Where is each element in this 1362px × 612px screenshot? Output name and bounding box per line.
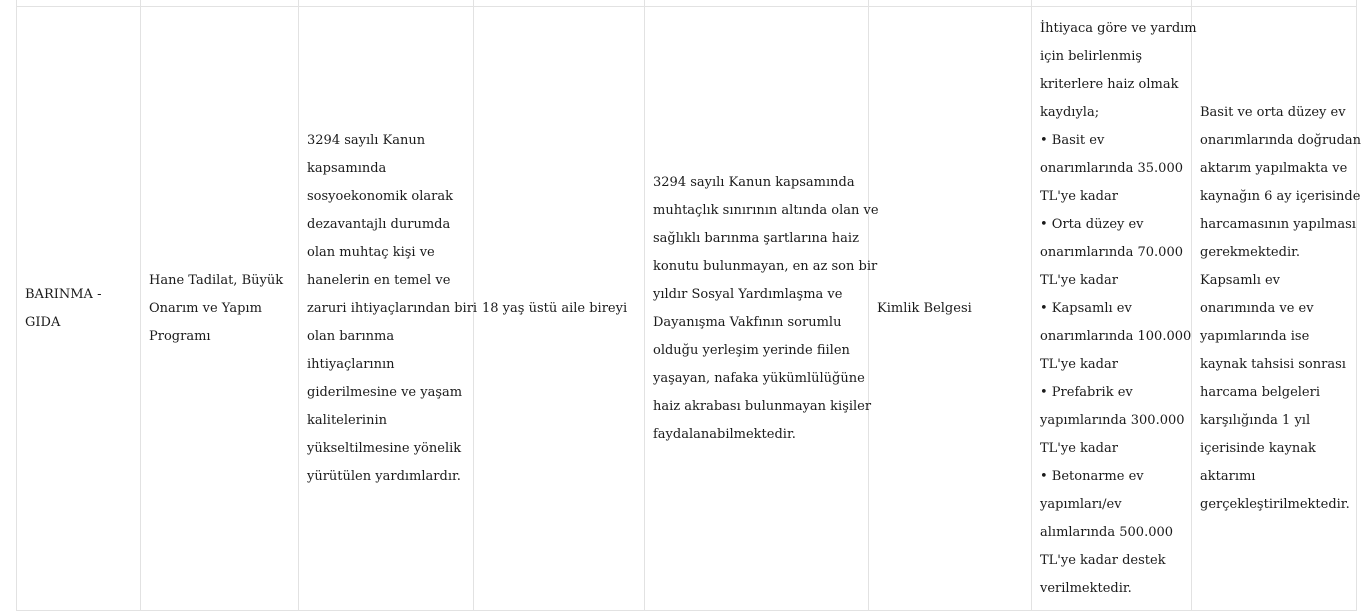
cell-text-line: alımlarında 500.000 <box>1040 524 1174 540</box>
category-cell <box>17 7 141 611</box>
cell-text-line: dezavantajlı durumda <box>307 216 451 232</box>
cell-text-line: kalitelerinin <box>307 412 387 428</box>
cell-text-line: • Kapsamlı ev <box>1040 300 1132 316</box>
cell-text-line: kriterlere haiz olmak <box>1040 76 1179 92</box>
cell-text-line: Dayanışma Vakfının sorumlu <box>653 314 842 330</box>
cell-text-line: TL'ye kadar <box>1040 188 1118 204</box>
cell-text-line: yapımlarında ise <box>1200 328 1310 344</box>
cell-text-line: harcama belgeleri <box>1200 384 1320 400</box>
conditions-cell <box>645 7 879 611</box>
cell-text-line: yaşayan, nafaka yükümlülüğüne <box>653 370 865 386</box>
cell-text-line: • Orta düzey ev <box>1040 216 1144 232</box>
cell-text-line: gerçekleştirilmektedir. <box>1200 496 1350 512</box>
cell-text-line: gerekmektedir. <box>1200 244 1301 260</box>
cell-text-line: sağlıklı barınma şartlarına haiz <box>653 230 859 246</box>
cell-text-line: TL'ye kadar <box>1040 440 1118 456</box>
cell-text-line: onarımlarında 100.000 <box>1040 328 1192 344</box>
cell-text-line: karşılığında 1 yıl <box>1200 412 1311 428</box>
cell-text-line: 3294 sayılı Kanun kapsamında <box>653 174 855 190</box>
cell-text-line: TL'ye kadar destek <box>1040 552 1166 568</box>
amounts-cell <box>1032 7 1197 611</box>
cell-text-line: onarımlarında 70.000 <box>1040 244 1183 260</box>
cell-text-line: giderilmesine ve yaşam <box>307 384 463 400</box>
cell-text-line: yapımları/ev <box>1040 496 1122 512</box>
cell-text-line: GIDA <box>25 314 61 330</box>
cell-text-line: sosyoekonomik olarak <box>307 188 454 204</box>
cell-text-line: verilmektedir. <box>1040 580 1132 596</box>
cell-text-line: aktarım yapılmakta ve <box>1200 160 1348 176</box>
cell-text-line: olduğu yerleşim yerinde fiilen <box>653 342 850 358</box>
cell-text-line: kaydıyla; <box>1040 104 1100 120</box>
cell-text-line: yürütülen yardımlardır. <box>307 468 461 484</box>
cell-text-line: • Basit ev <box>1040 132 1105 148</box>
cell-text-line: onarımlarında 35.000 <box>1040 160 1183 176</box>
cell-text-line: • Prefabrik ev <box>1040 384 1133 400</box>
notes-cell <box>1192 7 1362 611</box>
cell-text-line: kaynak tahsisi sonrası <box>1200 356 1346 372</box>
target-cell <box>474 7 645 611</box>
cell-text-line: yıldır Sosyal Yardımlaşma ve <box>653 286 843 302</box>
cell-text-line: kaynağın 6 ay içerisinde <box>1200 188 1361 204</box>
cell-text-line: onarımlarında doğrudan <box>1200 132 1362 148</box>
cell-text-line: TL'ye kadar <box>1040 356 1118 372</box>
cell-text-line: yapımlarında 300.000 <box>1040 412 1185 428</box>
program-cell <box>141 7 299 611</box>
cell-text-line: Kimlik Belgesi <box>877 300 972 316</box>
cell-text-line: haiz akrabası bulunmayan kişiler <box>653 398 872 414</box>
cell-text-line: zaruri ihtiyaçlarından biri <box>307 300 478 316</box>
cell-text-line: olan muhtaç kişi ve <box>307 244 435 260</box>
cell-text-line: hanelerin en temel ve <box>307 272 451 288</box>
cell-text-line: BARINMA - <box>25 286 102 302</box>
cell-text-line: harcamasının yapılması <box>1200 216 1356 232</box>
cell-text-line: TL'ye kadar <box>1040 272 1118 288</box>
cell-text-line: kapsamında <box>307 160 387 176</box>
cell-text-line: yükseltilmesine yönelik <box>307 440 462 456</box>
cell-text-line: Onarım ve Yapım <box>149 300 262 316</box>
cell-text-line: İhtiyaca göre ve yardım <box>1040 20 1197 36</box>
cell-text-line: • Betonarme ev <box>1040 468 1144 484</box>
cell-text-line: faydalanabilmektedir. <box>653 426 796 442</box>
cell-text-line: Basit ve orta düzey ev <box>1200 104 1346 120</box>
cell-text-line: Kapsamlı ev <box>1200 272 1281 288</box>
cell-text-line: Programı <box>149 328 211 344</box>
cell-text-line: olan barınma <box>307 328 395 344</box>
aid-table <box>16 0 1362 611</box>
purpose-cell <box>299 7 478 611</box>
cell-text-line: konutu bulunmayan, en az son bir <box>653 258 878 274</box>
cell-text-line: 18 yaş üstü aile bireyi <box>482 300 628 316</box>
cell-text-line: 3294 sayılı Kanun <box>307 132 426 148</box>
table-row <box>17 7 1357 611</box>
cell-text-line: Hane Tadilat, Büyük <box>149 272 284 288</box>
cell-text-line: muhtaçlık sınırının altında olan ve <box>653 202 879 218</box>
cell-text-line: onarımında ve ev <box>1200 300 1314 316</box>
cell-text-line: ihtiyaçlarının <box>307 356 395 372</box>
cell-text-line: aktarımı <box>1200 468 1256 484</box>
documents-cell <box>869 7 1032 611</box>
cell-text-line: içerisinde kaynak <box>1200 440 1316 456</box>
cell-text-line: için belirlenmiş <box>1040 48 1143 64</box>
